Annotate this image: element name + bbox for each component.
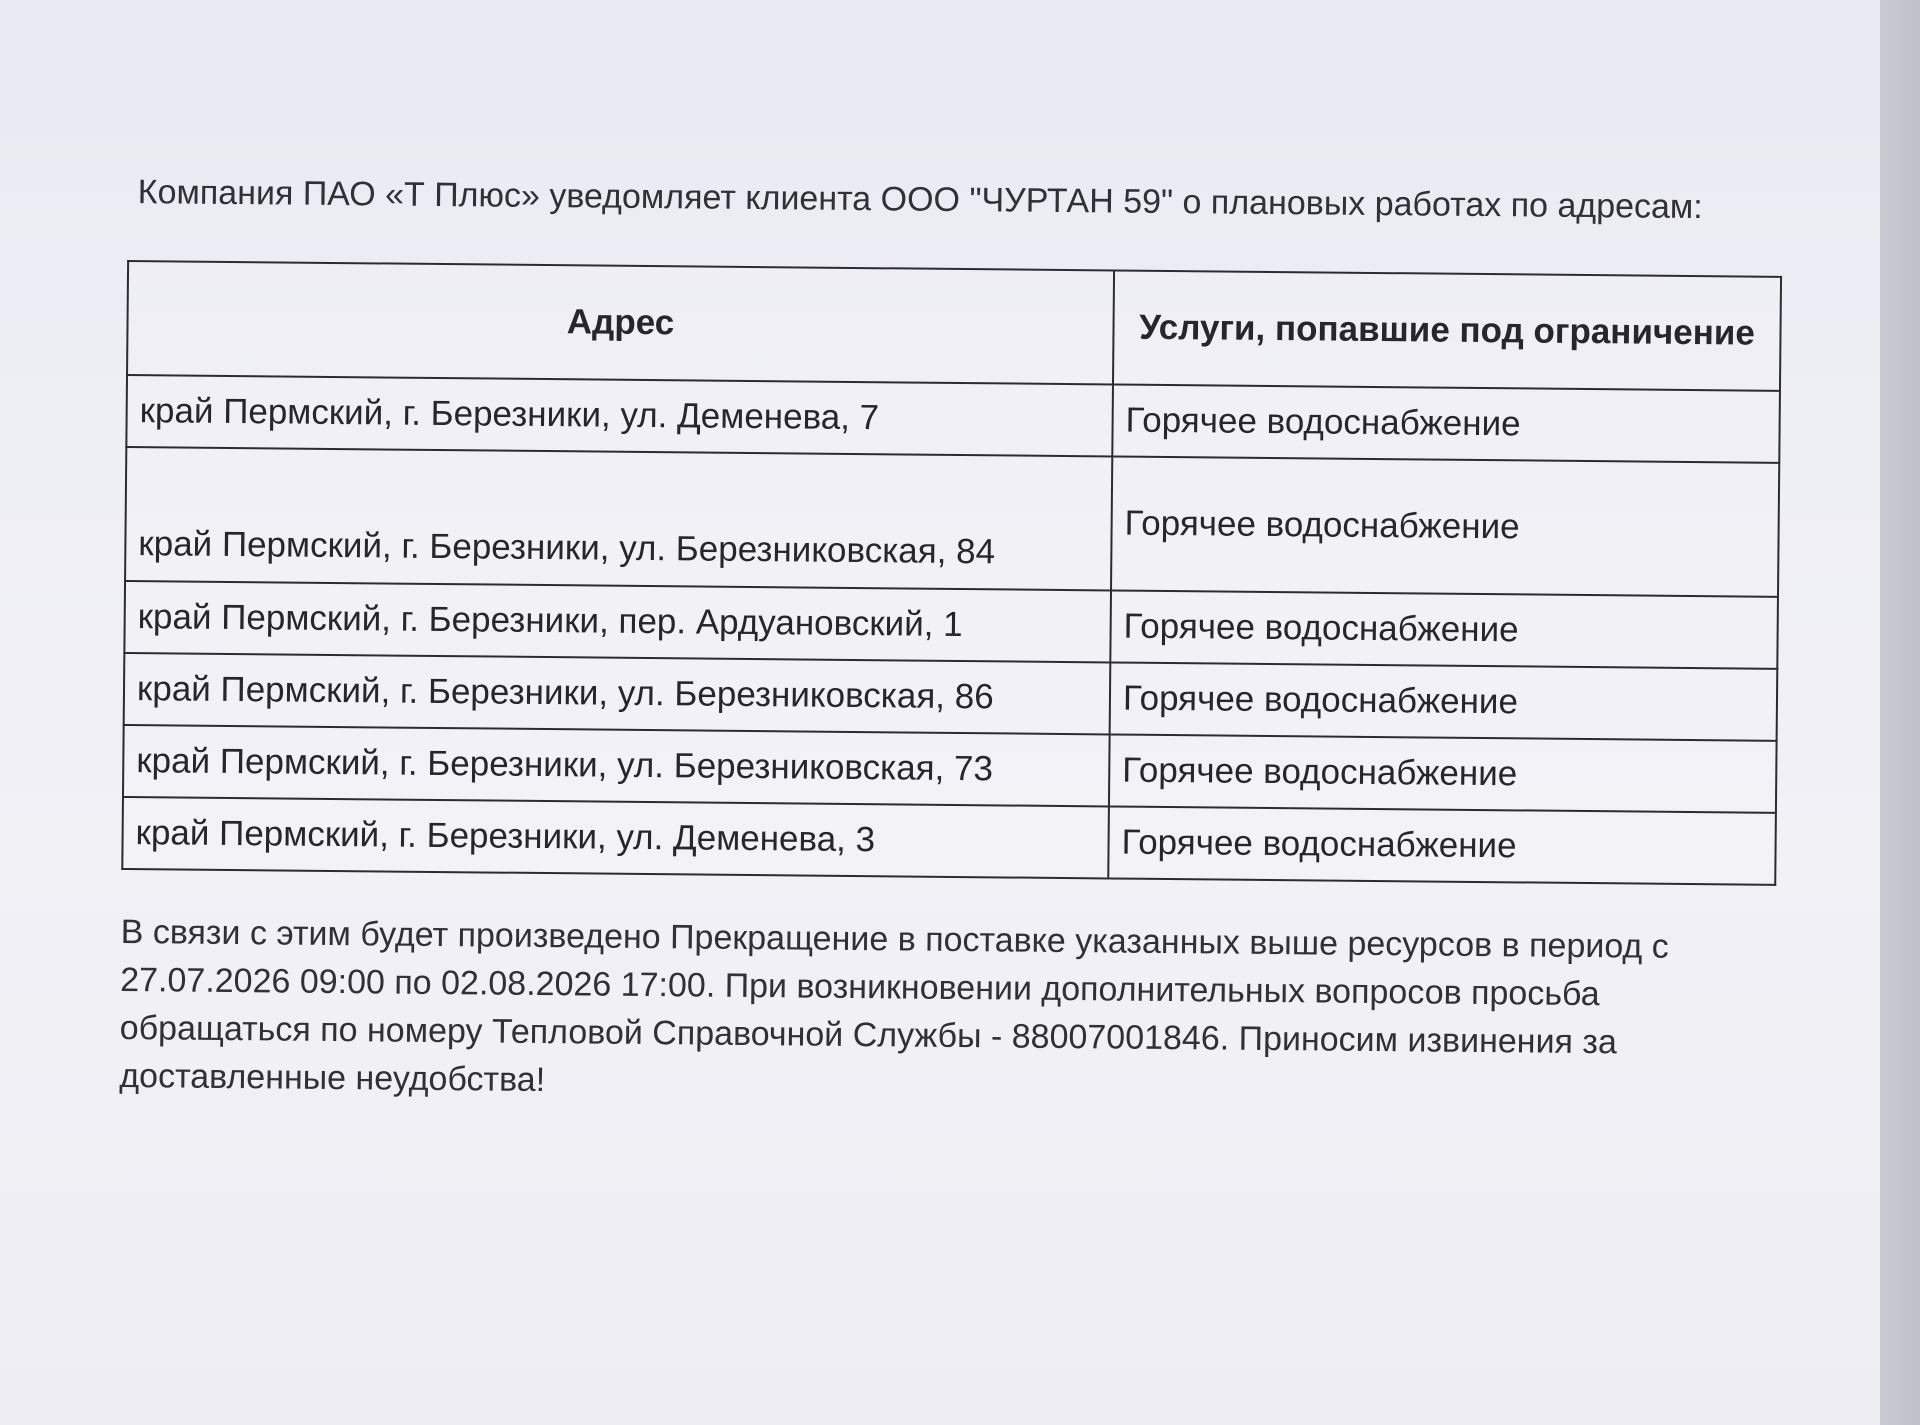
service-cell: Горячее водоснабжение bbox=[1111, 456, 1779, 596]
address-cell: край Пермский, г. Березники, ул. Деменева, 3 bbox=[122, 797, 1109, 878]
service-cell: Горячее водоснабжение bbox=[1108, 806, 1776, 884]
notice-content bbox=[119, 170, 1798, 1116]
address-cell: край Пермский, г. Березники, ул. Березниковская, 86 bbox=[124, 653, 1111, 734]
service-cell: Горячее водоснабжение bbox=[1109, 734, 1777, 812]
address-cell: край Пермский, г. Березники, ул. Березниковская, 84 bbox=[125, 447, 1112, 590]
header-address: Адрес bbox=[127, 261, 1114, 384]
address-cell: край Пермский, г. Березники, пер. Ардуановский, 1 bbox=[124, 581, 1111, 662]
service-cell: Горячее водоснабжение bbox=[1112, 384, 1780, 462]
header-services: Услуги, попавшие под ограничение bbox=[1113, 270, 1781, 390]
addresses-table bbox=[121, 260, 1782, 886]
outro-text: В связи с этим будет произведено Прекращение в поставке указанных выше ресурсов в период с 27.07.2026 09:00 по 02.08.2026 17:00. При возникновении дополнительных вопросов просьба обращаться по номеру Тепловой Справочной Службы - 88007001846. Приносим извинения за доставленные неудобства! bbox=[119, 912, 1669, 1100]
address-cell: край Пермский, г. Березники, ул. Березниковская, 73 bbox=[123, 725, 1110, 806]
table-header-row bbox=[127, 261, 1781, 391]
service-cell: Горячее водоснабжение bbox=[1110, 662, 1778, 740]
background-edge bbox=[1880, 0, 1920, 1425]
table-row bbox=[122, 797, 1776, 885]
service-cell: Горячее водоснабжение bbox=[1110, 590, 1778, 668]
table-row bbox=[125, 447, 1779, 597]
intro-text: Компания ПАО «Т Плюс» уведомляет клиента ООО "ЧУРТАН 59" о плановых работах по адресам: bbox=[137, 173, 1703, 227]
address-cell: край Пермский, г. Березники, ул. Деменева, 7 bbox=[126, 375, 1113, 456]
